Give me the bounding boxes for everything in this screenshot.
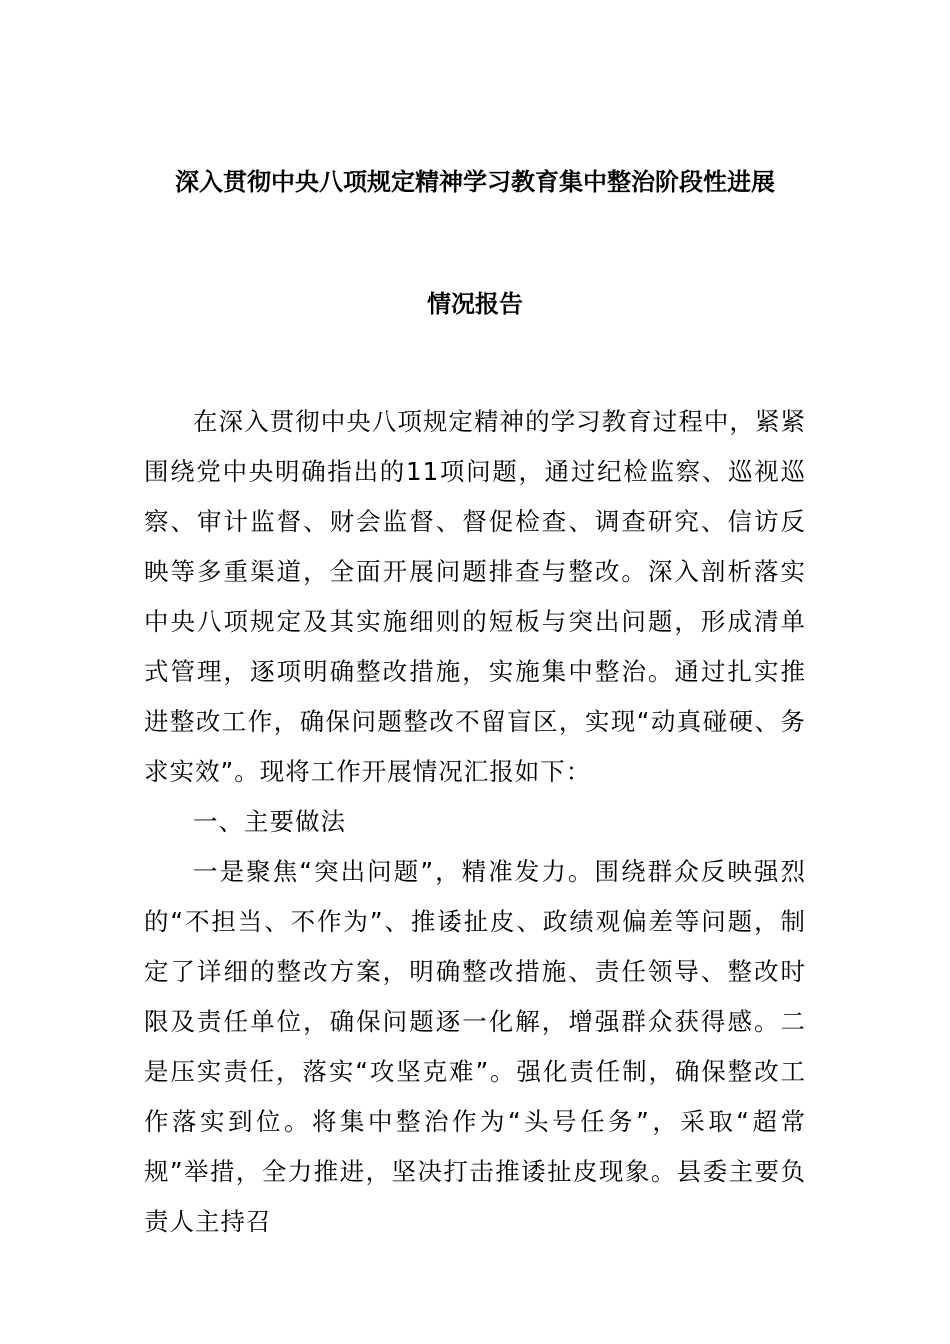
- document-title-line-2: 情况报告: [427, 290, 523, 318]
- document-title-line-1: 深入贯彻中央八项规定精神学习教育集中整治阶段性进展: [175, 168, 775, 196]
- paragraph-intro: 在深入贯彻中央八项规定精神的学习教育过程中，紧紧围绕党中央明确指出的11项问题，通过纪检监察、巡视巡察、审计监督、财会监督、督促检查、调查研究、信访反映等多重渠道，全面开展问题排查与整改。深入剖析落实中央八项规定及其实施细则的短板与突出问题，形成清单式管理，逐项明确整改措施，实施集中整治。通过扎实推进整改工作，确保问题整改不留盲区，实现“动真碰硬、务求实效”。现将工作开展情况汇报如下：: [144, 407, 806, 786]
- section-heading-main-practices: 一、主要做法: [193, 807, 346, 836]
- paragraph-practices: 一是聚焦“突出问题”，精准发力。围绕群众反映强烈的“不担当、不作为”、推诿扯皮、政绩观偏差等问题，制定了详细的整改方案，明确整改措施、责任领导、整改时限及责任单位，确保问题逐一化解，增强群众获得感。二是压实责任，落实“攻坚克难”。强化责任制，确保整改工作落实到位。将集中整治作为“头号任务”，采取“超常规”举措，全力推进，坚决打击推诿扯皮现象。县委主要负责人主持召: [144, 857, 806, 1236]
